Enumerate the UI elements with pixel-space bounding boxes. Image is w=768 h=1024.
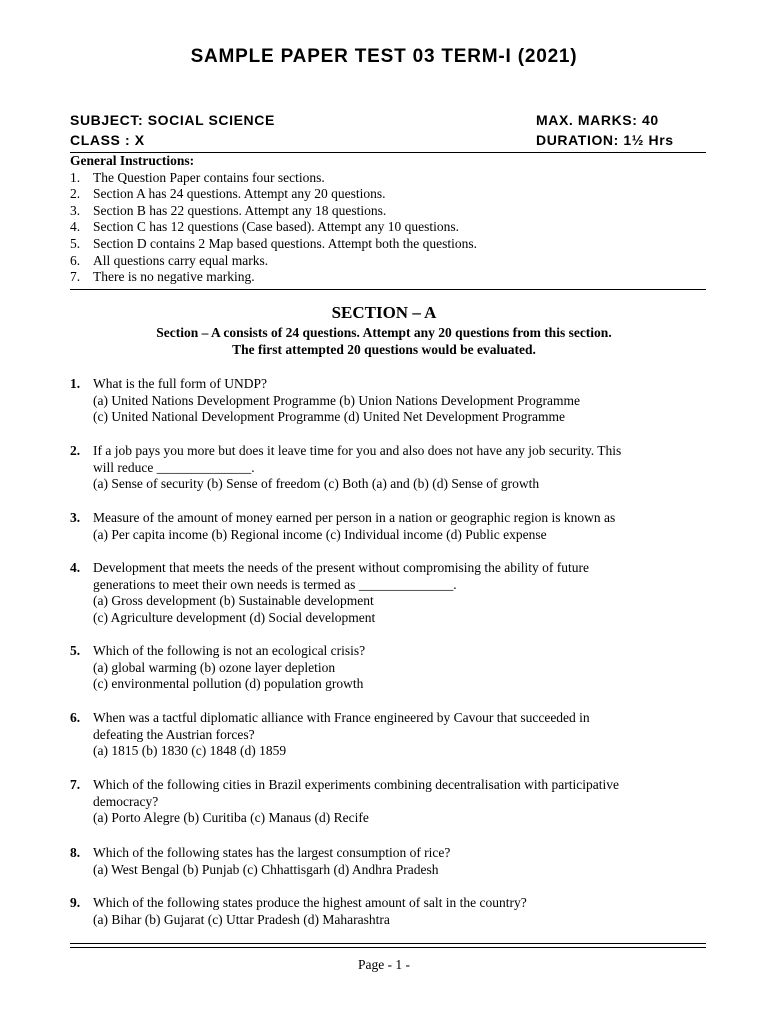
question-stem: democracy? [93, 793, 159, 809]
instruction-item [70, 170, 706, 187]
question-body [93, 443, 704, 493]
question-8 [70, 845, 704, 878]
question-2 [70, 443, 704, 493]
instruction-number: 2. [70, 186, 81, 202]
question-body [93, 510, 704, 543]
question-number: 4. [70, 560, 81, 575]
question-4 [70, 560, 704, 626]
instruction-number: 4. [70, 219, 81, 235]
instruction-text: Section A has 24 questions. Attempt any 20 questions. [93, 186, 386, 202]
duration-label: DURATION: 1½ Hrs [536, 132, 674, 148]
paper-title: SAMPLE PAPER TEST 03 TERM-I (2021) [190, 46, 578, 67]
instructions-divider [70, 289, 706, 290]
instruction-text: There is no negative marking. [93, 269, 255, 285]
section-title: SECTION – A [331, 303, 437, 322]
instruction-item [70, 269, 706, 286]
instruction-number: 3. [70, 202, 81, 218]
general-instructions [70, 153, 706, 286]
instruction-number: 6. [70, 252, 81, 268]
question-stem: generations to meet their own needs is termed as ______________. [93, 576, 457, 592]
question-options: (c) United National Development Programme (d) United Net Development Programme [93, 409, 565, 425]
question-options: (a) Gross development (b) Sustainable development [93, 593, 374, 609]
question-6 [70, 710, 704, 760]
instruction-text: All questions carry equal marks. [93, 252, 269, 268]
question-stem: will reduce ______________. [93, 459, 255, 475]
question-number: 6. [70, 710, 81, 725]
question-body [93, 376, 704, 426]
instruction-item [70, 219, 706, 236]
question-stem: Which of the following cities in Brazil experiments combining decentralisation with participative [93, 777, 619, 792]
question-stem: When was a tactful diplomatic alliance with France engineered by Cavour that succeeded in [93, 710, 590, 725]
instruction-item [70, 253, 706, 270]
question-number: 1. [70, 376, 81, 391]
question-options: (a) Bihar (b) Gujarat (c) Uttar Pradesh (d) Maharashtra [93, 911, 390, 927]
question-stem: Measure of the amount of money earned per person in a nation or geographic region is known as [93, 510, 616, 525]
question-stem: What is the full form of UNDP? [93, 376, 267, 391]
instruction-number: 1. [70, 169, 81, 185]
question-number: 3. [70, 510, 81, 525]
instruction-item [70, 186, 706, 203]
question-options: (c) Agriculture development (d) Social development [93, 609, 376, 625]
instruction-number: 5. [70, 235, 81, 251]
question-number: 5. [70, 643, 81, 658]
question-options: (a) global warming (b) ozone layer depletion [93, 659, 336, 675]
question-body [93, 710, 704, 760]
question-stem: Which of the following is not an ecological crisis? [93, 643, 366, 658]
question-number: 9. [70, 895, 81, 910]
question-body [93, 560, 704, 626]
instruction-item [70, 203, 706, 220]
instruction-text: Section C has 12 questions (Case based). Attempt any 10 questions. [93, 219, 459, 235]
section-note: Section – A consists of 24 questions. Attempt any 20 questions from this section. [156, 325, 612, 340]
question-options: (a) United Nations Development Programme (b) Union Nations Development Programme [93, 392, 581, 408]
question-3 [70, 510, 704, 543]
question-number: 8. [70, 845, 81, 860]
question-1 [70, 376, 704, 426]
class-label: CLASS : X [70, 132, 145, 148]
question-options: (a) Sense of security (b) Sense of freedom (c) Both (a) and (b) (d) Sense of growth [93, 476, 540, 492]
question-options: (a) 1815 (b) 1830 (c) 1848 (d) 1859 [93, 743, 287, 759]
subject-label: SUBJECT: SOCIAL SCIENCE [70, 112, 275, 128]
subject-row [70, 112, 706, 128]
instruction-text: Section D contains 2 Map based questions. Attempt both the questions. [93, 235, 477, 251]
class-row [70, 132, 706, 148]
question-stem: defeating the Austrian forces? [93, 726, 255, 742]
question-stem: Which of the following states produce the highest amount of salt in the country? [93, 895, 527, 910]
question-body [93, 845, 704, 878]
question-stem: Development that meets the needs of the present without compromising the ability of future [93, 560, 589, 575]
question-options: (a) Porto Alegre (b) Curitiba (c) Manaus (d) Recife [93, 810, 369, 826]
question-body [93, 895, 704, 928]
question-stem: Which of the following states has the largest consumption of rice? [93, 845, 451, 860]
question-9 [70, 895, 704, 928]
question-body [93, 777, 704, 827]
question-stem: If a job pays you more but does it leave time for you and also does not have any job security. This [93, 443, 622, 458]
instruction-text: The Question Paper contains four sections. [93, 169, 325, 185]
footer-divider [70, 947, 706, 948]
question-7 [70, 777, 704, 827]
section-note: The first attempted 20 questions would be evaluated. [232, 342, 536, 357]
question-5 [70, 643, 704, 693]
footer-divider [70, 943, 706, 944]
question-number: 7. [70, 777, 81, 792]
page-number: Page - 1 - [357, 957, 411, 972]
instruction-number: 7. [70, 269, 81, 285]
question-options: (c) environmental pollution (d) population growth [93, 676, 364, 692]
question-body [93, 643, 704, 693]
instruction-text: Section B has 22 questions. Attempt any 18 questions. [93, 202, 387, 218]
question-number: 2. [70, 443, 81, 458]
question-options: (a) Per capita income (b) Regional income (c) Individual income (d) Public expense [93, 526, 547, 542]
question-options: (a) West Bengal (b) Punjab (c) Chhattisgarh (d) Andhra Pradesh [93, 861, 439, 877]
max-marks-label: MAX. MARKS: 40 [536, 112, 659, 128]
instruction-item [70, 236, 706, 253]
instructions-heading: General Instructions: [70, 153, 195, 168]
